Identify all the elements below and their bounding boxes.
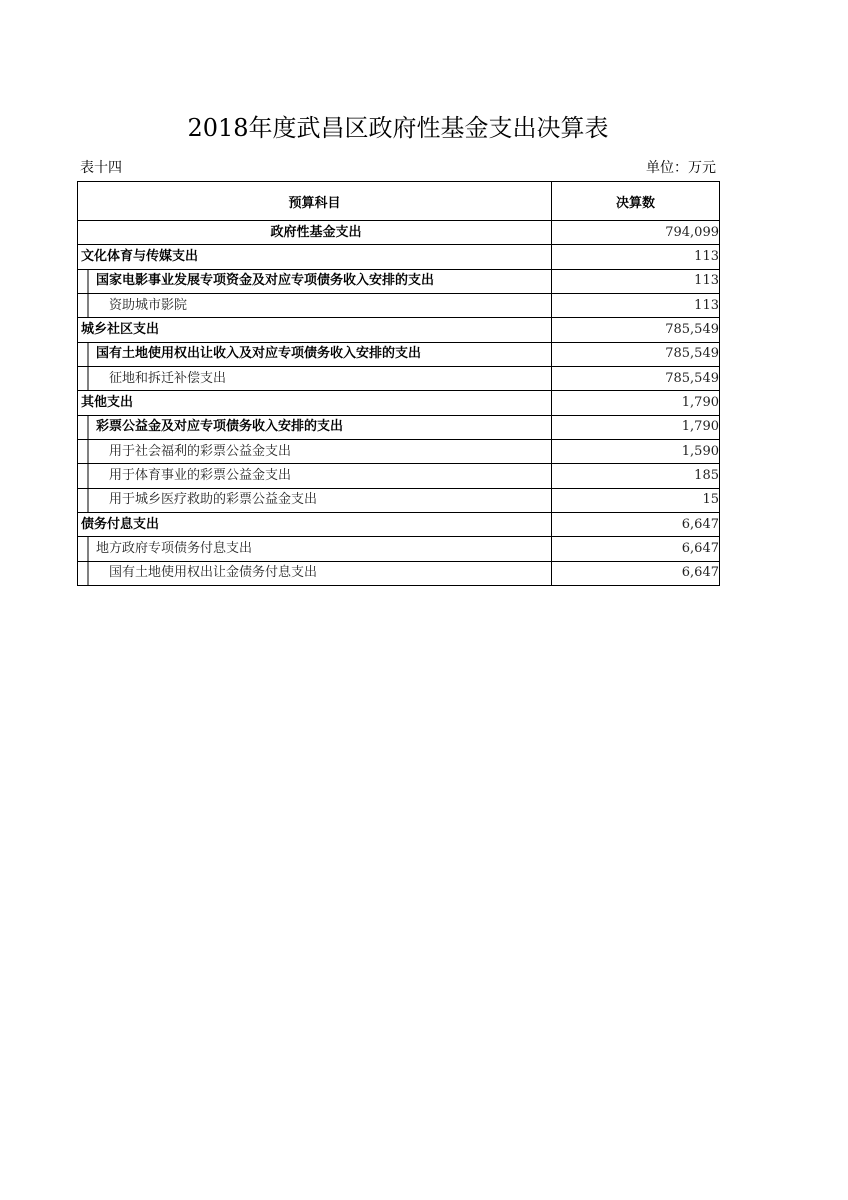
item-name: 资助城市影院 xyxy=(78,293,552,317)
item-amount: 185 xyxy=(552,464,720,488)
table-row xyxy=(78,464,720,488)
table-row xyxy=(78,245,720,269)
item-name: 征地和拆迁补偿支出 xyxy=(78,366,552,390)
item-amount: 113 xyxy=(552,245,720,269)
item-amount: 1,790 xyxy=(552,415,720,439)
table-row xyxy=(78,342,720,366)
item-amount: 785,549 xyxy=(552,318,720,342)
table-row xyxy=(78,415,720,439)
item-amount: 6,647 xyxy=(552,561,720,585)
total-row xyxy=(78,221,720,245)
table-row xyxy=(78,318,720,342)
item-name: 其他支出 xyxy=(78,391,552,415)
item-amount: 6,647 xyxy=(552,537,720,561)
header-amount: 决算数 xyxy=(552,182,720,221)
table-body xyxy=(78,221,720,586)
item-name: 国有土地使用权出让金债务付息支出 xyxy=(78,561,552,585)
item-name: 彩票公益金及对应专项债务收入安排的支出 xyxy=(78,415,552,439)
table-row xyxy=(78,537,720,561)
item-name: 国家电影事业发展专项资金及对应专项债务收入安排的支出 xyxy=(78,269,552,293)
item-amount: 785,549 xyxy=(552,342,720,366)
table-row xyxy=(78,269,720,293)
table-row xyxy=(78,512,720,536)
table-meta xyxy=(77,158,719,178)
item-amount: 113 xyxy=(552,293,720,317)
item-amount: 15 xyxy=(552,488,720,512)
header-row xyxy=(78,182,720,221)
item-amount: 785,549 xyxy=(552,366,720,390)
item-name: 地方政府专项债务付息支出 xyxy=(78,537,552,561)
item-amount: 794,099 xyxy=(552,221,720,245)
item-name: 用于城乡医疗救助的彩票公益金支出 xyxy=(78,488,552,512)
item-name: 债务付息支出 xyxy=(78,512,552,536)
budget-table xyxy=(77,181,720,586)
table-header xyxy=(78,182,720,221)
table-row xyxy=(78,391,720,415)
item-name: 城乡社区支出 xyxy=(78,318,552,342)
item-amount: 1,790 xyxy=(552,391,720,415)
item-name: 用于体育事业的彩票公益金支出 xyxy=(78,464,552,488)
table-row xyxy=(78,561,720,585)
item-name: 文化体育与传媒支出 xyxy=(78,245,552,269)
item-amount: 1,590 xyxy=(552,439,720,463)
header-item: 预算科目 xyxy=(78,182,552,221)
table-row xyxy=(78,488,720,512)
item-name: 政府性基金支出 xyxy=(78,221,552,245)
table-number: 表十四 xyxy=(80,160,122,176)
item-name: 用于社会福利的彩票公益金支出 xyxy=(78,439,552,463)
item-amount: 113 xyxy=(552,269,720,293)
item-amount: 6,647 xyxy=(552,512,720,536)
item-name: 国有土地使用权出让收入及对应专项债务收入安排的支出 xyxy=(78,342,552,366)
document-title: 2018年度武昌区政府性基金支出决算表 xyxy=(187,114,609,142)
unit-label: 单位：万元 xyxy=(646,160,716,176)
table-row xyxy=(78,293,720,317)
table-row xyxy=(78,439,720,463)
table-row xyxy=(78,366,720,390)
